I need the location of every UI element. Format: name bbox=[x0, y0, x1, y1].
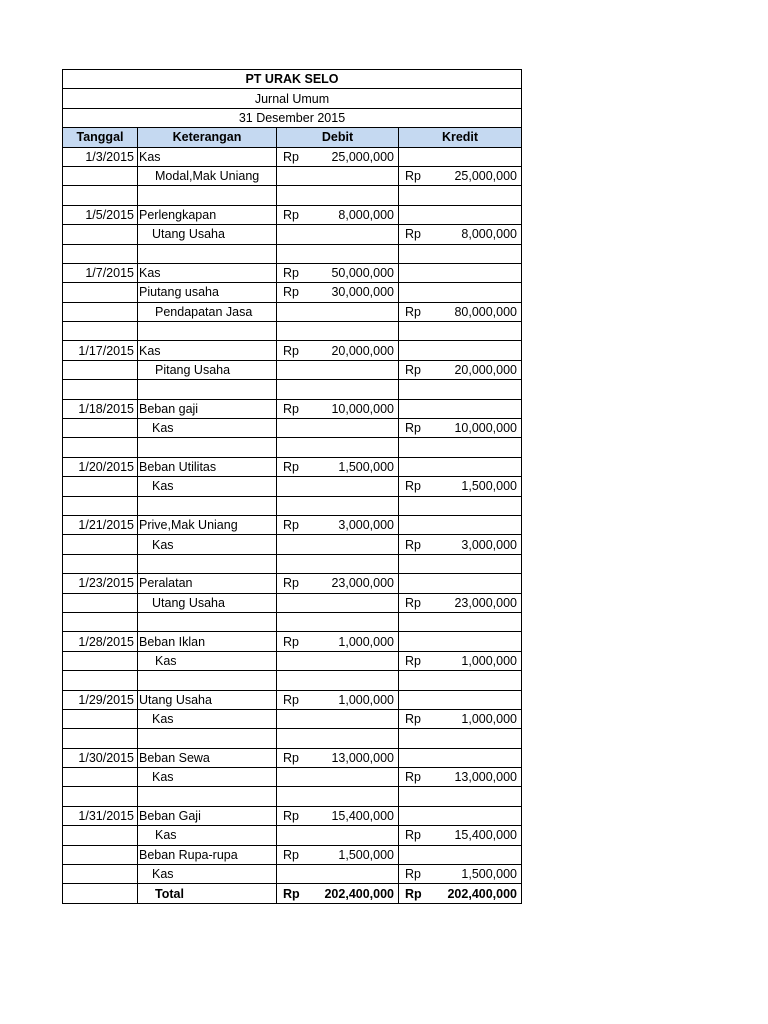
debit-amount-cell bbox=[312, 554, 399, 573]
debit-currency: Rp bbox=[277, 574, 312, 593]
debit-amount: 1,000,000 bbox=[312, 690, 399, 709]
credit-currency-cell bbox=[399, 845, 434, 864]
credit-currency-cell bbox=[399, 554, 434, 573]
entry-date: 1/28/2015 bbox=[63, 632, 138, 651]
debit-amount-cell bbox=[312, 380, 399, 399]
entry-account: Piutang usaha bbox=[138, 283, 277, 302]
credit-amount-cell bbox=[434, 283, 522, 302]
entry-date bbox=[63, 709, 138, 728]
credit-currency: Rp bbox=[399, 302, 434, 321]
debit-amount: 20,000,000 bbox=[312, 341, 399, 360]
debit-currency-cell bbox=[277, 419, 312, 438]
account-cell bbox=[138, 787, 277, 806]
entry-account: Kas bbox=[138, 865, 277, 884]
entry-date bbox=[63, 360, 138, 379]
debit-currency-cell bbox=[277, 322, 312, 341]
credit-amount-cell bbox=[434, 496, 522, 515]
entry-account: Perlengkapan bbox=[138, 205, 277, 224]
credit-amount-cell bbox=[434, 612, 522, 631]
entry-date bbox=[63, 477, 138, 496]
total-label: Total bbox=[138, 884, 277, 903]
credit-currency: Rp bbox=[399, 477, 434, 496]
column-header-row bbox=[63, 128, 522, 147]
credit-currency-cell bbox=[399, 399, 434, 418]
credit-currency: Rp bbox=[399, 826, 434, 845]
debit-amount: 50,000,000 bbox=[312, 263, 399, 282]
debit-amount-cell bbox=[312, 535, 399, 554]
debit-amount: 1,000,000 bbox=[312, 632, 399, 651]
credit-currency-cell bbox=[399, 729, 434, 748]
debit-amount-cell bbox=[312, 768, 399, 787]
debit-currency: Rp bbox=[277, 457, 312, 476]
debit-currency: Rp bbox=[277, 399, 312, 418]
credit-currency-cell bbox=[399, 263, 434, 282]
journal-row bbox=[63, 302, 522, 321]
entry-account: Kas bbox=[138, 263, 277, 282]
debit-amount: 1,500,000 bbox=[312, 457, 399, 476]
entry-date: 1/21/2015 bbox=[63, 515, 138, 534]
journal-row bbox=[63, 535, 522, 554]
entry-date bbox=[63, 419, 138, 438]
debit-currency-cell bbox=[277, 380, 312, 399]
debit-currency: Rp bbox=[277, 690, 312, 709]
entry-date: 1/30/2015 bbox=[63, 748, 138, 767]
debit-amount-cell bbox=[312, 302, 399, 321]
date-cell bbox=[63, 729, 138, 748]
account-cell bbox=[138, 244, 277, 263]
debit-currency-cell bbox=[277, 865, 312, 884]
entry-date: 1/3/2015 bbox=[63, 147, 138, 166]
document-title: Jurnal Umum bbox=[63, 89, 522, 108]
credit-currency-cell bbox=[399, 787, 434, 806]
debit-amount-cell bbox=[312, 419, 399, 438]
debit-currency-cell bbox=[277, 768, 312, 787]
total-credit-currency: Rp bbox=[399, 884, 434, 903]
credit-amount: 15,400,000 bbox=[434, 826, 522, 845]
entry-date: 1/18/2015 bbox=[63, 399, 138, 418]
spacer-row bbox=[63, 729, 522, 748]
credit-amount-cell bbox=[434, 806, 522, 825]
credit-amount-cell bbox=[434, 671, 522, 690]
title-row-company bbox=[63, 70, 522, 89]
account-cell bbox=[138, 612, 277, 631]
debit-currency-cell bbox=[277, 554, 312, 573]
credit-currency-cell bbox=[399, 244, 434, 263]
entry-date bbox=[63, 768, 138, 787]
entry-date bbox=[63, 651, 138, 670]
debit-currency-cell bbox=[277, 671, 312, 690]
journal-row bbox=[63, 690, 522, 709]
debit-amount-cell bbox=[312, 225, 399, 244]
journal-row bbox=[63, 806, 522, 825]
column-header-kredit: Kredit bbox=[399, 128, 522, 147]
journal-row bbox=[63, 205, 522, 224]
journal-row bbox=[63, 283, 522, 302]
credit-amount-cell bbox=[434, 399, 522, 418]
debit-amount-cell bbox=[312, 709, 399, 728]
entry-date: 1/7/2015 bbox=[63, 263, 138, 282]
journal-row bbox=[63, 341, 522, 360]
credit-amount: 1,000,000 bbox=[434, 709, 522, 728]
debit-currency: Rp bbox=[277, 341, 312, 360]
entry-account: Beban gaji bbox=[138, 399, 277, 418]
journal-row bbox=[63, 360, 522, 379]
credit-amount-cell bbox=[434, 690, 522, 709]
journal-row bbox=[63, 263, 522, 282]
spacer-row bbox=[63, 186, 522, 205]
debit-amount-cell bbox=[312, 612, 399, 631]
credit-currency-cell bbox=[399, 283, 434, 302]
credit-amount: 3,000,000 bbox=[434, 535, 522, 554]
journal-row bbox=[63, 574, 522, 593]
spacer-row bbox=[63, 787, 522, 806]
company-name: PT URAK SELO bbox=[63, 70, 522, 89]
credit-currency-cell bbox=[399, 457, 434, 476]
entry-date bbox=[63, 225, 138, 244]
credit-amount-cell bbox=[434, 322, 522, 341]
credit-amount: 1,500,000 bbox=[434, 865, 522, 884]
entry-account: Kas bbox=[138, 768, 277, 787]
column-header-keterangan: Keterangan bbox=[138, 128, 277, 147]
debit-amount-cell bbox=[312, 729, 399, 748]
date-cell bbox=[63, 554, 138, 573]
credit-amount-cell bbox=[434, 515, 522, 534]
entry-date bbox=[63, 593, 138, 612]
debit-amount: 10,000,000 bbox=[312, 399, 399, 418]
entry-account: Peralatan bbox=[138, 574, 277, 593]
credit-currency: Rp bbox=[399, 593, 434, 612]
entry-date bbox=[63, 166, 138, 185]
debit-amount: 30,000,000 bbox=[312, 283, 399, 302]
debit-currency-cell bbox=[277, 244, 312, 263]
document-date: 31 Desember 2015 bbox=[63, 108, 522, 127]
account-cell bbox=[138, 496, 277, 515]
debit-currency: Rp bbox=[277, 845, 312, 864]
credit-amount-cell bbox=[434, 341, 522, 360]
credit-amount: 20,000,000 bbox=[434, 360, 522, 379]
credit-currency-cell bbox=[399, 806, 434, 825]
debit-amount: 25,000,000 bbox=[312, 147, 399, 166]
journal-row bbox=[63, 748, 522, 767]
credit-amount: 1,000,000 bbox=[434, 651, 522, 670]
journal-row bbox=[63, 477, 522, 496]
debit-currency-cell bbox=[277, 360, 312, 379]
journal-row bbox=[63, 768, 522, 787]
debit-amount-cell bbox=[312, 186, 399, 205]
credit-currency: Rp bbox=[399, 166, 434, 185]
credit-amount: 1,500,000 bbox=[434, 477, 522, 496]
account-cell bbox=[138, 438, 277, 457]
credit-currency-cell bbox=[399, 341, 434, 360]
date-cell bbox=[63, 380, 138, 399]
entry-account: Utang Usaha bbox=[138, 593, 277, 612]
journal-row bbox=[63, 651, 522, 670]
column-header-tanggal: Tanggal bbox=[63, 128, 138, 147]
debit-currency-cell bbox=[277, 651, 312, 670]
spacer-row bbox=[63, 554, 522, 573]
credit-currency-cell bbox=[399, 748, 434, 767]
entry-account: Modal,Mak Uniang bbox=[138, 166, 277, 185]
debit-amount: 8,000,000 bbox=[312, 205, 399, 224]
debit-currency-cell bbox=[277, 225, 312, 244]
date-cell bbox=[63, 438, 138, 457]
entry-account: Kas bbox=[138, 709, 277, 728]
entry-date: 1/20/2015 bbox=[63, 457, 138, 476]
debit-currency-cell bbox=[277, 612, 312, 631]
debit-amount: 3,000,000 bbox=[312, 515, 399, 534]
journal-row bbox=[63, 865, 522, 884]
debit-amount-cell bbox=[312, 651, 399, 670]
debit-amount-cell bbox=[312, 865, 399, 884]
spacer-row bbox=[63, 612, 522, 631]
credit-currency-cell bbox=[399, 205, 434, 224]
debit-currency-cell bbox=[277, 593, 312, 612]
entry-account: Kas bbox=[138, 651, 277, 670]
spacer-row bbox=[63, 496, 522, 515]
debit-amount-cell bbox=[312, 166, 399, 185]
debit-currency-cell bbox=[277, 496, 312, 515]
credit-currency-cell bbox=[399, 322, 434, 341]
credit-currency: Rp bbox=[399, 535, 434, 554]
account-cell bbox=[138, 729, 277, 748]
credit-currency-cell bbox=[399, 632, 434, 651]
debit-currency: Rp bbox=[277, 205, 312, 224]
debit-amount-cell bbox=[312, 826, 399, 845]
credit-amount-cell bbox=[434, 457, 522, 476]
entry-date: 1/17/2015 bbox=[63, 341, 138, 360]
credit-amount-cell bbox=[434, 263, 522, 282]
credit-amount-cell bbox=[434, 205, 522, 224]
entry-account: Kas bbox=[138, 477, 277, 496]
total-debit-currency: Rp bbox=[277, 884, 312, 903]
debit-currency-cell bbox=[277, 166, 312, 185]
credit-currency-cell bbox=[399, 496, 434, 515]
credit-amount: 8,000,000 bbox=[434, 225, 522, 244]
journal-row bbox=[63, 515, 522, 534]
journal-row bbox=[63, 225, 522, 244]
date-cell bbox=[63, 186, 138, 205]
journal-row bbox=[63, 845, 522, 864]
spacer-row bbox=[63, 244, 522, 263]
credit-amount-cell bbox=[434, 380, 522, 399]
account-cell bbox=[138, 554, 277, 573]
credit-currency-cell bbox=[399, 671, 434, 690]
credit-amount: 13,000,000 bbox=[434, 768, 522, 787]
spacer-row bbox=[63, 438, 522, 457]
entry-account: Kas bbox=[138, 147, 277, 166]
journal-row bbox=[63, 147, 522, 166]
entry-date: 1/5/2015 bbox=[63, 205, 138, 224]
credit-amount: 25,000,000 bbox=[434, 166, 522, 185]
debit-currency-cell bbox=[277, 709, 312, 728]
debit-amount-cell bbox=[312, 496, 399, 515]
credit-currency-cell bbox=[399, 186, 434, 205]
journal-row bbox=[63, 457, 522, 476]
credit-amount-cell bbox=[434, 632, 522, 651]
debit-currency-cell bbox=[277, 826, 312, 845]
credit-currency-cell bbox=[399, 574, 434, 593]
debit-amount: 15,400,000 bbox=[312, 806, 399, 825]
debit-currency: Rp bbox=[277, 283, 312, 302]
total-debit-amount: 202,400,000 bbox=[312, 884, 399, 903]
entry-account: Beban Sewa bbox=[138, 748, 277, 767]
journal-row bbox=[63, 166, 522, 185]
credit-amount-cell bbox=[434, 554, 522, 573]
credit-amount-cell bbox=[434, 186, 522, 205]
credit-amount-cell bbox=[434, 438, 522, 457]
entry-date: 1/23/2015 bbox=[63, 574, 138, 593]
entry-account: Beban Iklan bbox=[138, 632, 277, 651]
credit-currency-cell bbox=[399, 147, 434, 166]
general-journal-table bbox=[62, 69, 522, 904]
account-cell bbox=[138, 322, 277, 341]
credit-amount-cell bbox=[434, 787, 522, 806]
date-cell bbox=[63, 787, 138, 806]
journal-row bbox=[63, 632, 522, 651]
account-cell bbox=[138, 186, 277, 205]
entry-account: Utang Usaha bbox=[138, 690, 277, 709]
debit-amount: 1,500,000 bbox=[312, 845, 399, 864]
credit-amount-cell bbox=[434, 147, 522, 166]
debit-currency-cell bbox=[277, 302, 312, 321]
debit-currency-cell bbox=[277, 186, 312, 205]
credit-currency: Rp bbox=[399, 651, 434, 670]
total-date-cell bbox=[63, 884, 138, 903]
journal-row bbox=[63, 709, 522, 728]
credit-amount: 23,000,000 bbox=[434, 593, 522, 612]
credit-currency: Rp bbox=[399, 419, 434, 438]
entry-date: 1/31/2015 bbox=[63, 806, 138, 825]
debit-currency-cell bbox=[277, 535, 312, 554]
journal-row bbox=[63, 419, 522, 438]
date-cell bbox=[63, 612, 138, 631]
debit-amount-cell bbox=[312, 322, 399, 341]
credit-amount-cell bbox=[434, 244, 522, 263]
debit-currency: Rp bbox=[277, 632, 312, 651]
entry-account: Beban Utilitas bbox=[138, 457, 277, 476]
credit-currency: Rp bbox=[399, 360, 434, 379]
credit-currency-cell bbox=[399, 612, 434, 631]
entry-account: Prive,Mak Uniang bbox=[138, 515, 277, 534]
debit-currency-cell bbox=[277, 729, 312, 748]
spacer-row bbox=[63, 322, 522, 341]
credit-currency: Rp bbox=[399, 225, 434, 244]
credit-currency-cell bbox=[399, 380, 434, 399]
entry-date: 1/29/2015 bbox=[63, 690, 138, 709]
debit-currency-cell bbox=[277, 438, 312, 457]
date-cell bbox=[63, 496, 138, 515]
entry-account: Kas bbox=[138, 419, 277, 438]
total-row bbox=[63, 884, 522, 903]
credit-currency: Rp bbox=[399, 768, 434, 787]
entry-account: Beban Rupa-rupa bbox=[138, 845, 277, 864]
credit-amount-cell bbox=[434, 845, 522, 864]
entry-account: Pitang Usaha bbox=[138, 360, 277, 379]
account-cell bbox=[138, 671, 277, 690]
journal-row bbox=[63, 826, 522, 845]
entry-date bbox=[63, 302, 138, 321]
credit-currency-cell bbox=[399, 690, 434, 709]
credit-amount: 10,000,000 bbox=[434, 419, 522, 438]
title-row-doc bbox=[63, 89, 522, 108]
total-credit-amount: 202,400,000 bbox=[434, 884, 522, 903]
entry-date bbox=[63, 535, 138, 554]
debit-amount: 13,000,000 bbox=[312, 748, 399, 767]
debit-currency: Rp bbox=[277, 147, 312, 166]
journal-row bbox=[63, 399, 522, 418]
entry-date bbox=[63, 845, 138, 864]
journal-row bbox=[63, 593, 522, 612]
credit-currency: Rp bbox=[399, 709, 434, 728]
title-row-date bbox=[63, 108, 522, 127]
spacer-row bbox=[63, 671, 522, 690]
entry-account: Beban Gaji bbox=[138, 806, 277, 825]
debit-amount-cell bbox=[312, 671, 399, 690]
debit-currency: Rp bbox=[277, 263, 312, 282]
debit-amount-cell bbox=[312, 787, 399, 806]
credit-currency-cell bbox=[399, 515, 434, 534]
credit-amount-cell bbox=[434, 748, 522, 767]
account-cell bbox=[138, 380, 277, 399]
date-cell bbox=[63, 671, 138, 690]
debit-currency: Rp bbox=[277, 748, 312, 767]
column-header-debit: Debit bbox=[277, 128, 399, 147]
debit-amount: 23,000,000 bbox=[312, 574, 399, 593]
entry-account: Pendapatan Jasa bbox=[138, 302, 277, 321]
debit-amount-cell bbox=[312, 593, 399, 612]
entry-account: Kas bbox=[138, 341, 277, 360]
entry-date bbox=[63, 826, 138, 845]
credit-amount: 80,000,000 bbox=[434, 302, 522, 321]
debit-currency: Rp bbox=[277, 806, 312, 825]
date-cell bbox=[63, 244, 138, 263]
entry-date bbox=[63, 865, 138, 884]
debit-amount-cell bbox=[312, 477, 399, 496]
spacer-row bbox=[63, 380, 522, 399]
debit-currency-cell bbox=[277, 787, 312, 806]
debit-amount-cell bbox=[312, 438, 399, 457]
credit-amount-cell bbox=[434, 574, 522, 593]
entry-account: Kas bbox=[138, 535, 277, 554]
entry-account: Kas bbox=[138, 826, 277, 845]
debit-currency-cell bbox=[277, 477, 312, 496]
date-cell bbox=[63, 322, 138, 341]
debit-currency: Rp bbox=[277, 515, 312, 534]
debit-amount-cell bbox=[312, 360, 399, 379]
debit-amount-cell bbox=[312, 244, 399, 263]
entry-date bbox=[63, 283, 138, 302]
credit-currency: Rp bbox=[399, 865, 434, 884]
credit-currency-cell bbox=[399, 438, 434, 457]
credit-amount-cell bbox=[434, 729, 522, 748]
entry-account: Utang Usaha bbox=[138, 225, 277, 244]
